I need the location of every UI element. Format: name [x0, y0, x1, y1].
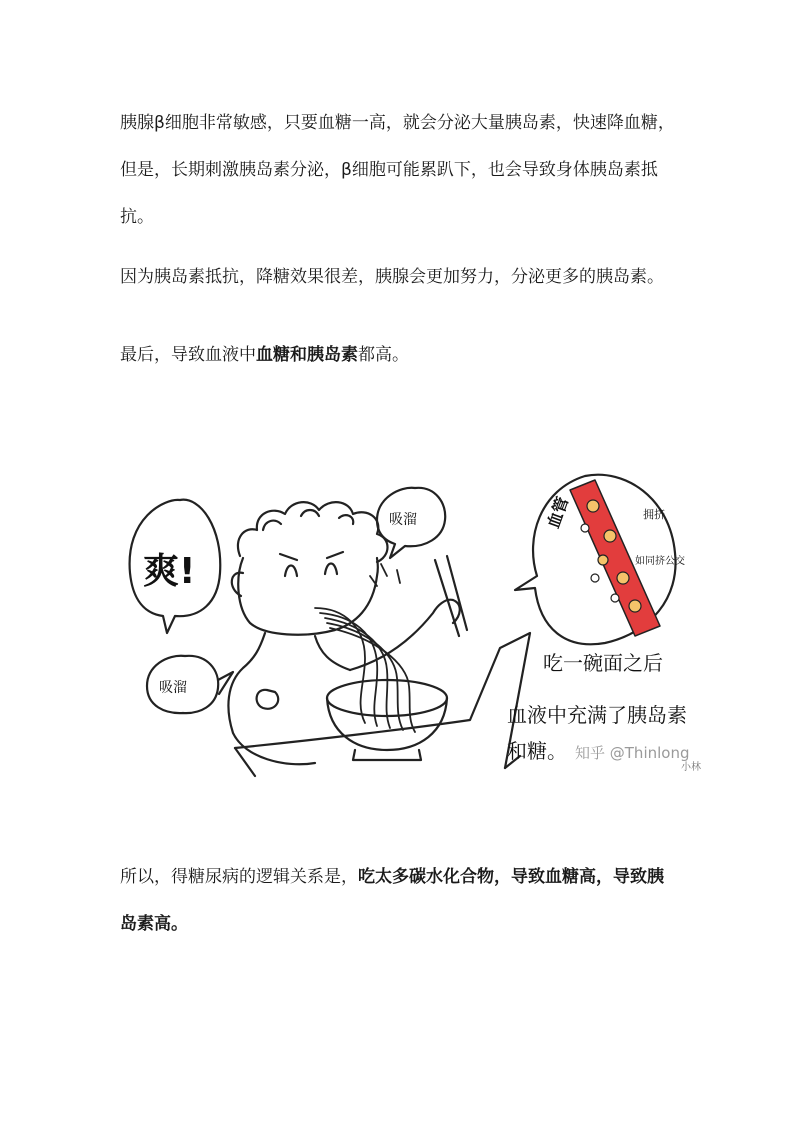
- slurp-bubble-left: [147, 656, 233, 713]
- cartoon-illustration: [115, 458, 715, 778]
- watermark: 知乎 @Thinlong: [575, 744, 690, 762]
- exclaim-bubble: [130, 500, 221, 633]
- like-bus-label: 如同挤公交: [635, 556, 685, 567]
- vessel-label: 血管: [543, 494, 573, 531]
- caption-line-3: 和糖。: [507, 739, 567, 763]
- paragraph-conclusion: [120, 340, 680, 370]
- conclusion-text: 最后，导致血液中: [120, 345, 256, 365]
- signature: 小林: [681, 762, 701, 773]
- crowded-label: 拥挤: [643, 508, 665, 521]
- caption-line-1: 吃一碗面之后: [543, 651, 663, 675]
- vessel-bubble: [515, 475, 685, 645]
- chopsticks-drawing: [435, 556, 467, 636]
- conclusion-tail: 都高。: [358, 345, 409, 365]
- paragraph-logic: [120, 854, 680, 948]
- caption: [507, 651, 701, 773]
- conclusion-bold: 血糖和胰岛素: [256, 345, 358, 365]
- exclaim-text: 爽!: [143, 551, 196, 592]
- noodles-drawing: [315, 564, 415, 732]
- logic-bold: 吃太多碳水化合物，导致血糖高，导致胰岛素高。: [120, 867, 664, 934]
- caption-line-2: 血液中充满了胰岛素: [507, 703, 687, 727]
- slurp-text-top: 吸溜: [389, 512, 417, 528]
- paragraph-insulin-resistance: 因为胰岛素抵抗，降糖效果很差，胰腺会更加努力，分泌更多的胰岛素。: [120, 267, 664, 287]
- paragraph-beta-cells: 胰腺β细胞非常敏感，只要血糖一高，就会分泌大量胰岛素，快速降血糖，但是，长期刺激胰岛素分泌，β细胞可能累趴下，也会导致身体胰岛素抵抗。: [120, 113, 675, 227]
- slurp-text-left: 吸溜: [159, 680, 187, 696]
- person-drawing: [228, 502, 459, 764]
- logic-text: 所以，得糖尿病的逻辑关系是，: [120, 867, 358, 887]
